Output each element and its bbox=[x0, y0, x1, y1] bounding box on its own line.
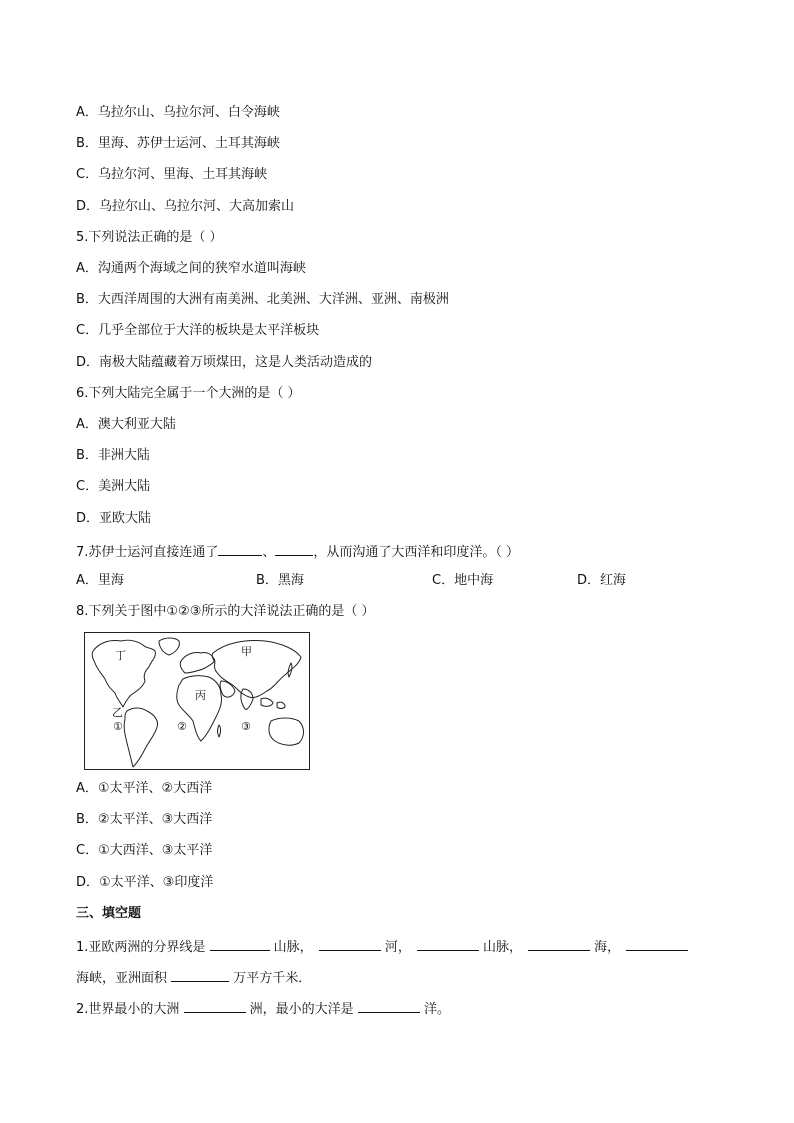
q7-option-c: C．地中海 bbox=[432, 573, 494, 588]
fill-q1-text-5: 海， bbox=[589, 940, 621, 955]
q7-stem-part-b: ，从而沟通了大西洋和印度洋。（ ） bbox=[313, 545, 520, 560]
world-map-figure bbox=[84, 632, 310, 770]
fill-q1-text-2: 山脉， bbox=[269, 940, 313, 955]
q8-option-d: D．①太平洋、③印度洋 bbox=[76, 875, 214, 890]
q6-option-c: C．美洲大陆 bbox=[76, 479, 151, 494]
fill-q2-blank-2[interactable] bbox=[358, 998, 420, 1013]
south-america-shape bbox=[124, 708, 157, 767]
map-label-yi: 乙 bbox=[112, 706, 123, 719]
q5-option-b: B．大西洋周围的大洲有南美洲、北美洲、大洋洲、亚洲、南极洲 bbox=[76, 292, 449, 307]
q4-option-c: C．乌拉尔河、里海、土耳其海峡 bbox=[76, 167, 268, 182]
asia-shape bbox=[212, 641, 301, 698]
q7-blank-1[interactable] bbox=[218, 541, 262, 556]
arabia-shape bbox=[220, 681, 235, 697]
map-label-ocean-3: ③ bbox=[241, 720, 251, 733]
q7-stem-separator: 、 bbox=[262, 545, 276, 560]
q7-option-d: D．红海 bbox=[577, 573, 627, 588]
islands-shape bbox=[261, 698, 273, 706]
q4-option-b: B．里海、苏伊士运河、土耳其海峡 bbox=[76, 136, 280, 151]
fill-q2-blank-1[interactable] bbox=[184, 998, 246, 1013]
fill-q2-text-2: 洲，最小的大洋是 bbox=[245, 1002, 358, 1017]
islands-shape-2 bbox=[277, 702, 285, 708]
q8-option-c: C．①大西洋、③太平洋 bbox=[76, 843, 213, 858]
q8-option-b: B．②太平洋、③大西洋 bbox=[76, 812, 213, 827]
fill-q1-text-4: 山脉， bbox=[478, 940, 522, 955]
fill-q1-line-1 bbox=[76, 936, 688, 957]
madagascar-shape bbox=[218, 725, 221, 737]
map-label-bing: 丙 bbox=[195, 689, 206, 702]
q8-option-a: A．①太平洋、②大西洋 bbox=[76, 781, 213, 796]
fill-q2-text-1: 2.世界最小的大洲 bbox=[76, 1002, 184, 1017]
india-shape bbox=[241, 689, 253, 709]
q6-stem: 6.下列大陆完全属于一个大洲的是（ ） bbox=[76, 386, 301, 401]
q6-option-b: B．非洲大陆 bbox=[76, 448, 150, 463]
greenland-shape bbox=[159, 638, 179, 655]
fill-q1-blank-3[interactable] bbox=[417, 936, 479, 951]
map-label-ocean-2: ② bbox=[177, 720, 187, 733]
q7-stem bbox=[76, 541, 519, 562]
fill-q1-text-6: 海峡，亚洲面积 bbox=[76, 971, 172, 986]
q8-stem: 8.下列关于图中①②③所示的大洋说法正确的是（ ） bbox=[76, 604, 375, 619]
australia-shape bbox=[269, 718, 304, 745]
fill-q1-blank-4[interactable] bbox=[528, 936, 590, 951]
q5-stem: 5.下列说法正确的是（ ） bbox=[76, 230, 223, 245]
fill-q1-text-7: 万平方千米． bbox=[229, 971, 312, 986]
q7-option-b: B．黑海 bbox=[256, 573, 304, 588]
fill-q1-blank-5[interactable] bbox=[626, 936, 688, 951]
fill-q2-line bbox=[76, 998, 450, 1019]
fill-q1-text-1: 1.亚欧两洲的分界线是 bbox=[76, 940, 210, 955]
fill-q1-line-2 bbox=[76, 967, 311, 988]
fill-q2-text-3: 洋。 bbox=[419, 1002, 450, 1017]
fill-q1-blank-1[interactable] bbox=[210, 936, 270, 951]
europe-shape bbox=[180, 652, 215, 673]
q6-option-d: D．亚欧大陆 bbox=[76, 511, 152, 526]
q5-option-a: A．沟通两个海域之间的狭窄水道叫海峡 bbox=[76, 261, 306, 276]
map-label-jia: 甲 bbox=[241, 645, 252, 658]
map-label-ding: 丁 bbox=[115, 649, 126, 662]
q7-blank-2[interactable] bbox=[275, 541, 313, 556]
q6-option-a: A．澳大利亚大陆 bbox=[76, 417, 176, 432]
q5-option-d: D．南极大陆蕴藏着万顷煤田，这是人类活动造成的 bbox=[76, 355, 373, 370]
fill-q1-blank-6[interactable] bbox=[171, 967, 229, 982]
q4-option-a: A．乌拉尔山、乌拉尔河、白令海峡 bbox=[76, 105, 280, 120]
section-3-title: 三、填空题 bbox=[76, 906, 142, 921]
q7-option-a: A．里海 bbox=[76, 573, 124, 588]
q5-option-c: C．几乎全部位于大洋的板块是太平洋板块 bbox=[76, 323, 320, 338]
q4-option-d: D．乌拉尔山、乌拉尔河、大高加索山 bbox=[76, 199, 295, 214]
fill-q1-text-3: 河， bbox=[380, 940, 411, 955]
q7-stem-part-a: 7.苏伊士运河直接连通了 bbox=[76, 545, 219, 560]
map-label-ocean-1: ① bbox=[113, 720, 123, 733]
fill-q1-blank-2[interactable] bbox=[319, 936, 381, 951]
